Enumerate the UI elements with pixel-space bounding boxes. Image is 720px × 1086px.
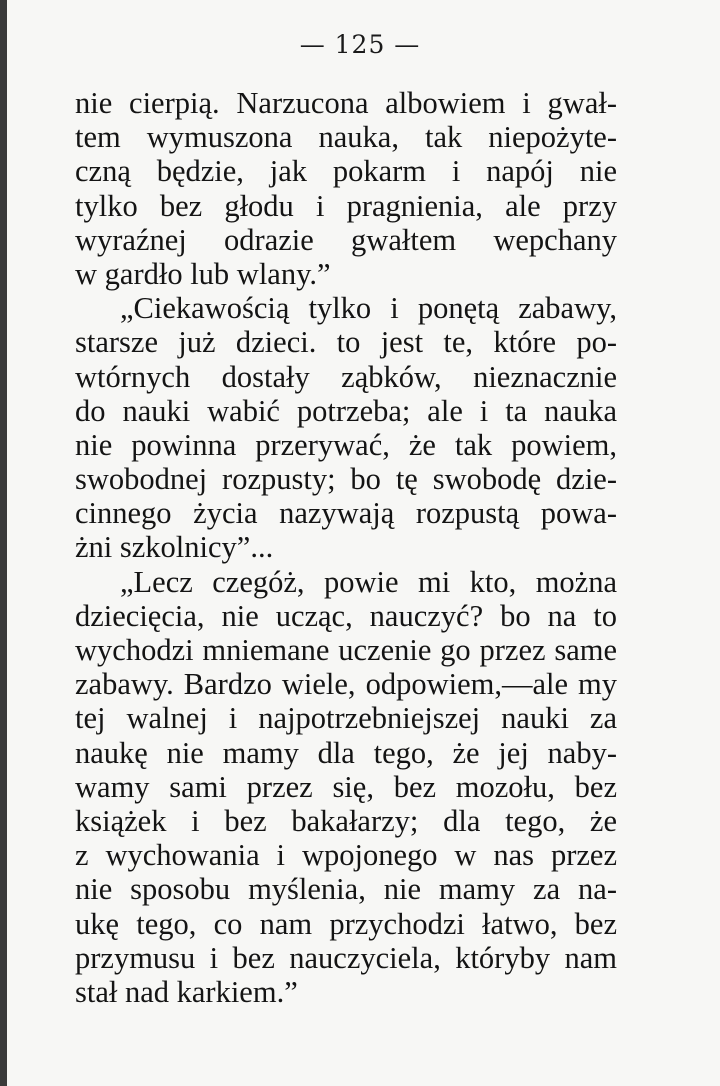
text-line: nie powinna przerywać, że tak powiem, — [75, 427, 617, 462]
text-line: stał nad karkiem.” — [75, 974, 298, 1009]
text-line: wtórnych dostały ząbków, nieznacznie — [75, 359, 617, 394]
text-line: przymusu i bez nauczyciela, któryby nam — [75, 940, 617, 975]
text-line: zabawy. Bardzo wiele, odpowiem,—ale my — [75, 667, 617, 702]
text-line: naukę nie mamy dla tego, że jej naby- — [75, 735, 617, 770]
page-edge — [0, 0, 7, 1086]
text-line: nie sposobu myślenia, nie mamy za na- — [75, 872, 617, 907]
text-line: cinnego życia nazywają rozpustą powa- — [75, 496, 617, 531]
text-line: wamy sami przez się, bez mozołu, bez — [75, 769, 617, 804]
text-line: tem wymuszona nauka, tak niepożyte- — [75, 120, 617, 155]
body-text — [75, 86, 617, 1009]
text-line: wyraźnej odrazie gwałtem wepchany — [75, 222, 617, 257]
text-line: z wychowania i wpojonego w nas przez — [75, 838, 617, 873]
text-line: w gardło lub wlany.” — [75, 256, 331, 291]
text-line: żni szkolnicy”... — [75, 530, 274, 565]
text-line: nie cierpią. Narzucona albowiem i gwał- — [75, 86, 617, 120]
text-line: tej walnej i najpotrzebniejszej nauki za — [75, 701, 617, 736]
text-line: książek i bez bakałarzy; dla tego, że — [75, 803, 617, 838]
text-line: dziecięcia, nie ucząc, nauczyć? bo na to — [75, 598, 617, 633]
text-line: ukę tego, co nam przychodzi łatwo, bez — [75, 906, 617, 941]
text-line: czną będzie, jak pokarm i napój nie — [75, 154, 617, 189]
page-number-header: — 125 — — [299, 30, 421, 59]
text-line: swobodnej rozpusty; bo tę swobodę dzie- — [75, 462, 617, 497]
text-line: starsze już dzieci. to jest te, które po- — [75, 325, 617, 360]
text-line: „Ciekawością tylko i ponętą zabawy, — [120, 291, 617, 326]
text-line: do nauki wabić potrzeba; ale i ta nauka — [75, 393, 617, 428]
text-line: tylko bez głodu i pragnienia, ale przy — [75, 188, 617, 223]
text-line: „Lecz czegóż, powie mi kto, można — [120, 564, 617, 599]
text-line: wychodzi mniemane uczenie go przez same — [75, 633, 617, 667]
